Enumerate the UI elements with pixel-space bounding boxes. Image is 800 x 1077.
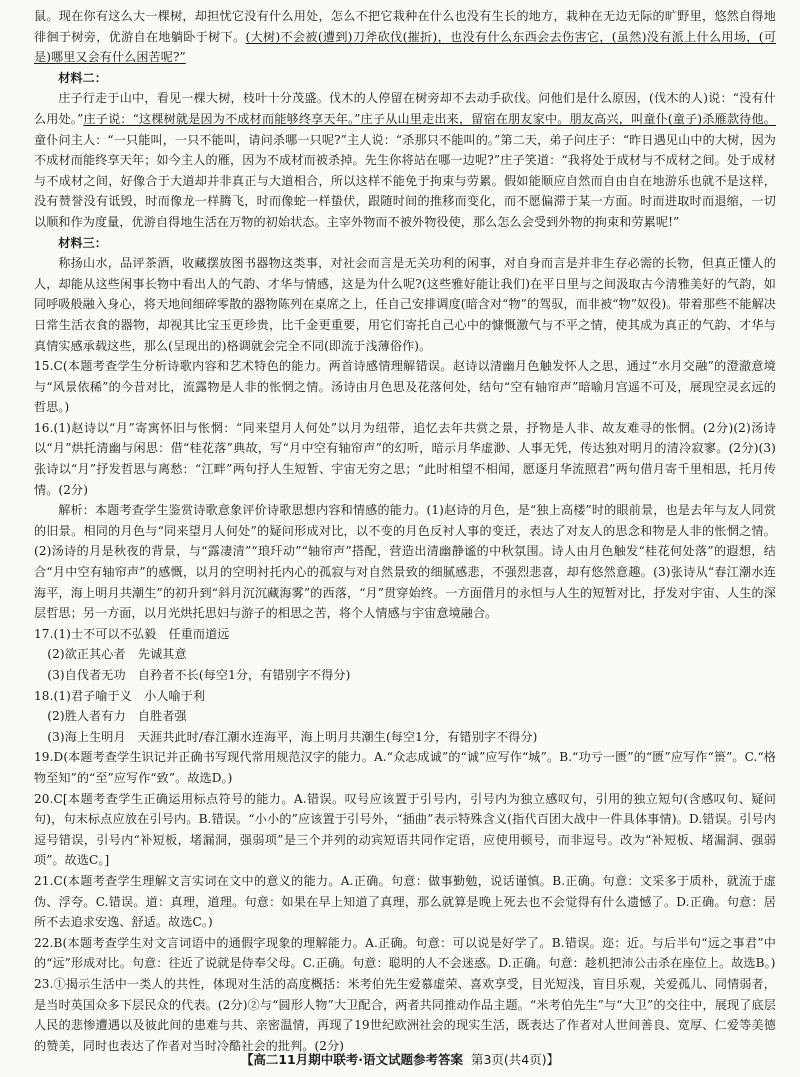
text-run: (3)海上生明月 天涯共此时/春江潮水连海平，海上明月共潮生(每空1分，有错别字不得分) <box>47 729 538 744</box>
paragraph-q23 <box>34 974 776 1056</box>
text-run: 庄子行走于山中，看见一棵大树，枝叶十分茂盛。伐木的人停留在树旁却不去动手砍伐。问他们是什么原因，(伐木的人)说：“没有什么用处。” <box>34 91 776 126</box>
paragraph-p1 <box>34 6 776 68</box>
underlined-text: (大树)不会被(遭到)刀斧砍伐(摧折)，也没有什么东西会去伤害它，(虽然)没有派上什么用场，(可是)哪里又会有什么困苦呢?” <box>34 29 777 65</box>
answer-content <box>34 6 776 1056</box>
text-run: 21.C(本题考查学生理解文言实词在文中的意义的能力。A.正确。句意：做事勤勉，说话谨慎。B.正确。句意：文采多于质朴，就流于虚伪、浮夸。C.错误。道：真理，道理。句意：如果在早上知道了真理，那么就算是晚上死去也不会觉得有什么遗憾了。D.正确。句意：居所不去追求安逸、舒适。故选C。) <box>34 873 776 930</box>
text-run: 22.B(本题考查学生对文言词语中的通假字现象的理解能力。A.正确。句意：可以说是好学了。B.错误。迩：近。与后半句“远之事君”中的“远”形成对比。句意：往近了说就是侍奉父母。C.正确。句意：聪明的人不会迷惑。D.正确。句意：趁机把沛公击杀在座位上。故选B。) <box>34 935 776 971</box>
text-run: 材料二： <box>58 70 107 85</box>
paragraph-q19 <box>34 747 776 788</box>
text-run: 19.D(本题考查学生识记并正确书写现代常用规范汉字的能力。A.“众志成诚”的“诚”应写作“城”。B.“功亏一匮”的“匮”应写作“篑”。C.“格物至知”的“至”应写作“致”。故选D。) <box>34 750 776 785</box>
paragraph-q16 <box>34 418 776 500</box>
paragraph-q22 <box>34 933 776 974</box>
text-run: 鼠。现在你有这么大一棵树，却担忧它没有什么用处，怎么不把它栽种在什么也没有生长的地方，栽种在无边无际的旷野里，悠然自得地徘徊于树旁，优游自在地躺卧于树下。 <box>34 9 776 44</box>
section-heading <box>34 233 776 254</box>
paragraph-q17b <box>34 644 776 665</box>
text-run: 材料三： <box>58 235 107 250</box>
paragraph-q18b <box>34 706 776 727</box>
text-run: (3)自伐者无功 自矜者不长(每空1分，有错别字不得分) <box>47 668 351 682</box>
underlined-text: 庄子说：“这棵树就是因为不成材而能够终享天年。”庄子从山里走出来，留宿在朋友家中。朋友高兴，叫童仆(童子)杀雁款待他。 <box>83 111 776 126</box>
paragraph-q20 <box>34 789 776 871</box>
text-run: 17.(1)士不可以不弘毅 任重而道远 <box>34 626 230 641</box>
paragraph-q17a <box>34 624 776 645</box>
paragraph-q16b <box>34 500 776 624</box>
paragraph-q15 <box>34 356 776 418</box>
text-run: 称扬山水，品评茶酒，收藏摆放图书器物这类事，对社会而言是无关功利的闲事，对自身而言是并非生存必需的长物，但真正懂人的人，却能从这些闲事长物中看出人的气韵、才华与情感，这是为什么呢?(这些雅好能让我们)在平日里与之间汲取古今清雅美好的气韵，如同呼吸般融入身心，将天地间细碎零散的器物陈列在桌席之上，任自己安排调度(暗含对“物”的驾驭，而非被“物”奴役)。带着那些不能解决日常生活衣食的器物，却视其比宝玉更珍贵，比千金更重要，用它们寄托自己心中的慷慨激气与不平之情，使其成为真正的气韵、才华与真情实感承载这些，那么(呈现出的)格调就会完全不同(即流于浅薄俗作)。 <box>34 256 777 353</box>
section-heading <box>34 68 776 89</box>
text-run: 15.C(本题考查学生分析诗歌内容和艺术特色的能力。两首诗感情理解错误。赵诗以清幽月色触发怀人之思，通过“水月交融”的澄澈意境与“风景依稀”的今昔对比，流露物是人非的怅惘之情。汤诗由月色思及花落何处，结句“空有轴帘声”暗喻月宫遥不可及，展现空灵玄远的哲思。) <box>34 359 776 415</box>
footer-page-number: 第3页(共4页)】 <box>470 1052 560 1067</box>
paragraph-q18c <box>34 727 776 748</box>
paragraph-p3 <box>34 253 776 356</box>
footer-title: 【高二11月期中联考·语文试题参考答案 <box>240 1052 464 1067</box>
text-run: 23.①揭示生活中一类人的共性，体现对生活的高度概括：米考伯先生爱慕虚荣、喜欢享受，目光短浅，盲目乐观，关爱孤儿、同情弱者，是当时英国众多下层民众的代表。(2分)②与“圆形人物”大卫配合，两者共同推动作品主题。“米考伯先生”与“大卫”的交往中，展现了底层人民的悲惨遭遇以及彼此间的患难与共、亲密温情，再现了19世纪欧洲社会的现实生活，既表达了作者对人世间善良、宽厚、仁爱等美德的赞美，同时也表达了作者对当时冷酷社会的批判。(2分) <box>34 976 776 1053</box>
text-run: (2)胜人者有力 自胜者强 <box>47 709 187 724</box>
page-footer <box>0 1050 800 1068</box>
paragraph-q17c <box>34 665 776 686</box>
text-run: 18.(1)君子喻于义 小人喻于利 <box>34 688 206 703</box>
text-run: (2)欲正其心者 先诚其意 <box>47 647 187 662</box>
text-run: 16.(1)赵诗以“月”寄寓怀旧与怅惘：“同来望月人何处”以月为纽带，追忆去年共赏之景，抒物是人非、故友难寻的怅惘。(2分)(2)汤诗以“月”烘托清幽与闲思：借“桂花落”典故，写“月中空有轴帘声”的幻听，暗示月华虚渺、人事无凭，传达独对明月的清冷寂寥。(2分)(3)张诗以“月”抒发哲思与离愁：“江畔”两句抒人生短暂、宇宙无穷之思；“此时相望不相闻，愿逐月华流照君”两句借月寄千里相思，托月传情。(2分) <box>34 420 776 497</box>
text-run: 童仆问主人：“一只能叫，一只不能叫，请问杀哪一只呢?”主人说：“杀那只不能叫的。”第二天，弟子问庄子：“昨日遇见山中的大树，因为不成材而能终享天年；如今主人的雁，因为不成材而被杀掉。先生你将站在哪一边呢?”庄子笑道：“我将处于成材与不成材之间。处于成材与不成材之间，好像合于大道却并非真正与大道相合，所以这样不能免于拘束与劳累。假如能顺应自然而自由自在地游乐也就不是这样，没有赞誉没有诋毁，时而像龙一样腾飞，时而像蛇一样蛰伏，跟随时间的推移而变化，而不愿偏滞于某一方面。时而进取时而退缩，一切以顺和作为度量，优游自得地生活在万物的初始状态。主宰外物而不被外物役使，那么怎么会受到外物的拘束和劳累呢!” <box>34 132 776 229</box>
text-run: 解析：本题考查学生鉴赏诗歌意象评价诗歌思想内容和情感的能力。(1)赵诗的月色，是“独上高楼”时的眼前景，也是去年与友人同赏的旧景。相同的月色与“同来望月人何处”的疑问形成对比，以不变的月色反衬人事的变迁，表达了对友人的思念和物是人非的怅惘之情。(2)汤诗的月是秋夜的背景，与“露凄清”“琅玕动”“轴帘声”搭配，营造出清幽静谧的中秋氛围。诗人由月色触发“桂花何处落”的遐想，结合“月中空有轴帘声”的感慨，以月的空明衬托内心的孤寂与对自然景致的细腻感悲，不强烈悲喜，却有悠然意趣。(3)张诗从“春江潮水连海平，海上明月共潮生”的初升到“斜月沉沉藏海雾”的西落，“月”贯穿始终。一方面借月的永恒与人生的短暂对比，抒发对宇宙、人生的深层哲思；另一方面，以月光烘托思妇与游子的相思之苦，将个人情感与宇宙意境融合。 <box>34 503 776 621</box>
paragraph-p2 <box>34 88 776 232</box>
paragraph-q18a <box>34 686 776 707</box>
text-run: 20.C[本题考查学生正确运用标点符号的能力。A.错误。叹号应该置于引号内，引号内为独立感叹句，引用的独立短句(含感叹句、疑问句)，句末标点应放在引号内。B.错误。“小小的”应该置于引号外，“插曲”表示特殊含义(指代百团大战中一件具体事情)。D.错误。引号内逗号错误，引号内“补短板，堵漏洞，强弱项”是三个并列的动宾短语共同作定语，应使用顿号，而非逗号。改为“补短板、堵漏洞、强弱项”。故选C。] <box>34 791 776 868</box>
paragraph-q21 <box>34 871 776 933</box>
